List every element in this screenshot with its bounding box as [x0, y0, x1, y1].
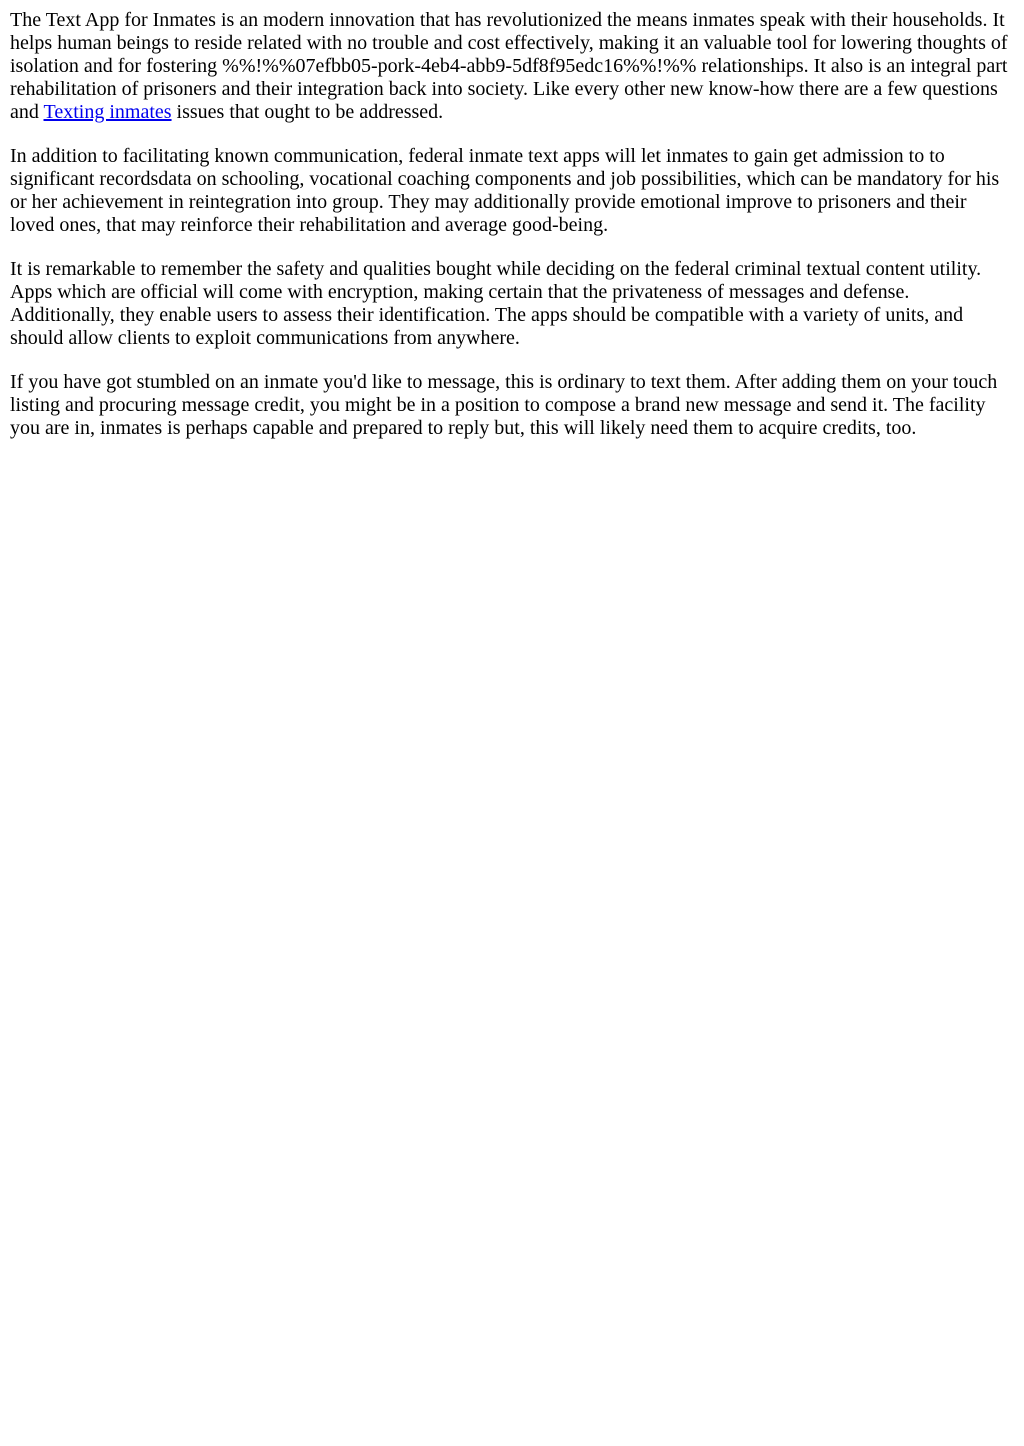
- paragraph-1-text-before-link: The Text App for Inmates is an modern innovation that has revolutionized the means inmates speak with their households. It helps human beings to reside related with no trouble and cost effectively, making it an valuable tool for lowering thoughts of isolation and for fostering %%!%%07efbb05-pork-4eb4-abb9-5df8f95edc16%%!%% relationships. It also is an integral part rehabilitation of prisoners and their integration back into society. Like every other new know-how there are a few questions and: [10, 9, 1008, 123]
- paragraph-1: [10, 9, 1014, 124]
- texting-inmates-link[interactable]: Texting inmates: [43, 101, 172, 123]
- paragraph-1-text-after-link: issues that ought to be addressed.: [171, 101, 444, 123]
- paragraph-4: If you have got stumbled on an inmate you'd like to message, this is ordinary to text them. After adding them on your touch listing and procuring message credit, you might be in a position to compose a brand new message and send it. The facility you are in, inmates is perhaps capable and prepared to reply but, this will likely need them to acquire credits, too.: [10, 371, 998, 439]
- paragraph-3: It is remarkable to remember the safety and qualities bought while deciding on the federal criminal textual content utility. Apps which are official will come with encryption, making certain that the privateness of messages and defense. Additionally, they enable users to assess their identification. The apps should be compatible with a variety of units, and should allow clients to exploit communications from anywhere.: [10, 258, 982, 349]
- paragraph-2: In addition to facilitating known communication, federal inmate text apps will let inmates to gain get admission to to significant recordsdata on schooling, vocational coaching components and job possibilities, which can be mandatory for his or her achievement in reintegration into group. They may additionally provide emotional improve to prisoners and their loved ones, that may reinforce their rehabilitation and average good-being.: [10, 145, 1000, 236]
- article-body: [0, 0, 1024, 440]
